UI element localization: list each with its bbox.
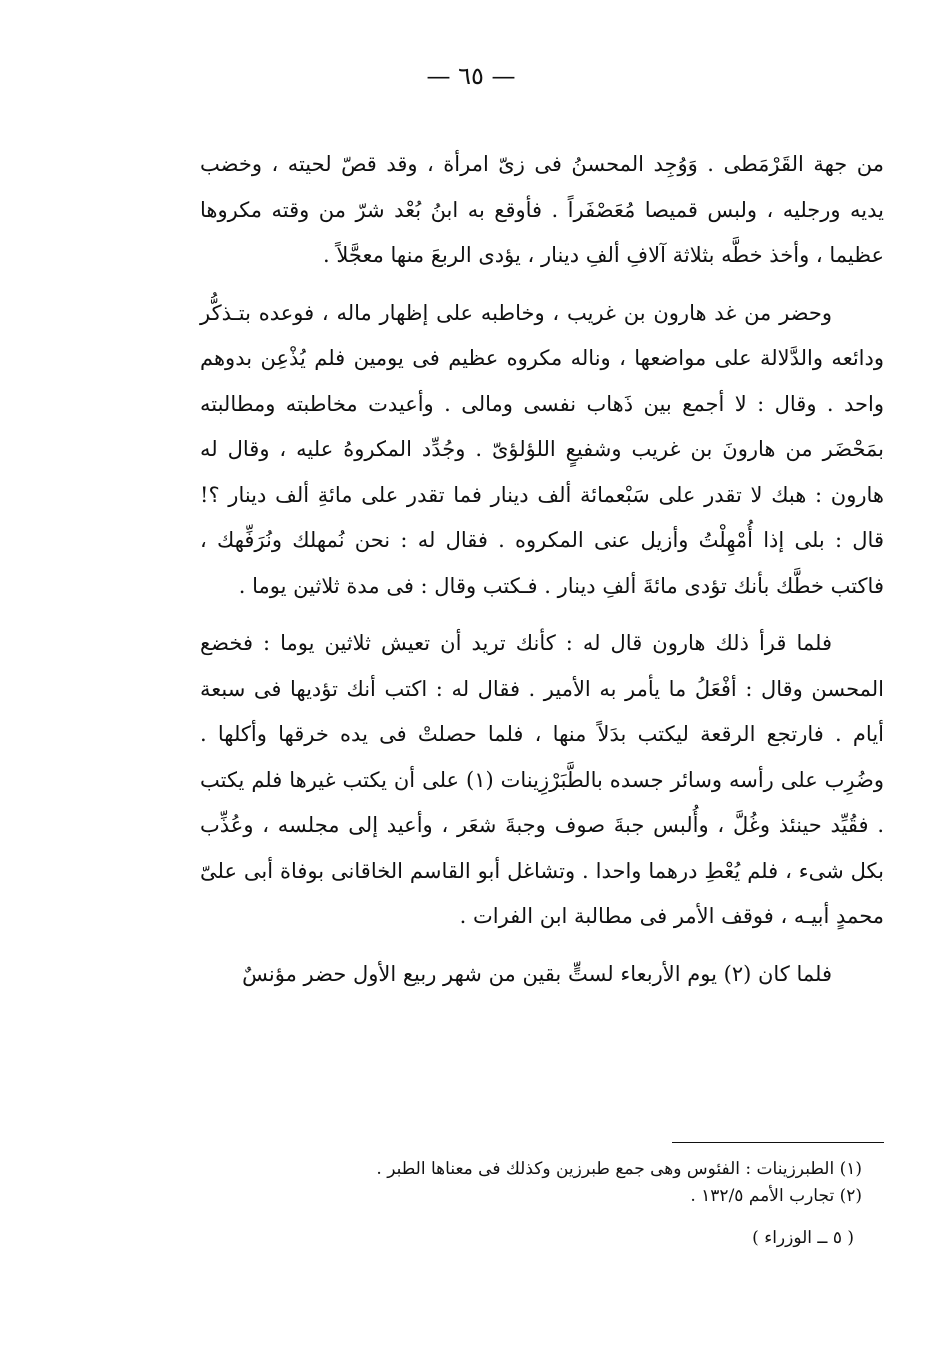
footnotes <box>200 1156 884 1210</box>
footnote: (١) الطبرزينات : الفئوس وهى جمع طبرزين وكذلك فى معناها الطبر . <box>376 1159 862 1179</box>
main-text <box>200 142 884 997</box>
paragraph: فلما قرأ ذلك هارون قال له : كأنك تريد أن تعيش ثلاثين يوما : فخضع المحسن وقال : أفْعَلُ ما يأمر به الأمير . فقال له : اكتب أنك تؤديها فى سبعة أيام . فارتجع الرقعة ليكتب بدَلاً منها ، فلما حصلتْ فى يده خرقها وأكلها . وضُرِب على رأسه وسائر جسده بالطَّبَرْزِينات (١) على أن يكتب غيرها فلم يكتب . فقُيِّد حينئذ وغُلَّ ، وأُلبس جبةَ صوف وجبةَ شعَر ، وأعيد إلى مجلسه ، وعُذِّب بكل شىء ، فلم يُعْطِ درهما واحدا . وتشاغل أبو القاسم الخاقانى بوفاة أبى علىّ محمدٍ أبيـه ، فوقف الأمر فى مطالبة ابن الفرات . <box>200 631 884 928</box>
footnote-divider <box>672 1142 884 1143</box>
paragraph: من جهة القَرْمَطى . وَوُجِد المحسنُ فى زىّ امرأة ، وقد قصّ لحيته ، وخضب يديه ورجليه ، ولبس قميصا مُعَصْفَراً . فأوقع به ابنُ بُعْد شرّ من وقته مكروها عظيما ، وأخذ خطَّه بثلاثة آلافِ ألفِ دينار ، يؤدى الربعَ منها معجَّلاً . <box>200 152 884 267</box>
footnote: (٢) تجارب الأمم ١٣٢/٥ . <box>690 1186 862 1206</box>
paragraph: وحضر من غد هارون بن غريب ، وخاطبه على إظهار ماله ، فوعده بتـذكُّر ودائعه والدَّلالة على مواضعها ، وناله مكروه عظيم فى يومين فلم يُذْعِن بدوهم واحد . وقال : لا أجمع بين ذَهاب نفسى ومالى . وأعيدت مخاطبته ومطالبته بمَحْضَر من هارونَ بن غريب وشفيعٍ اللؤلؤىّ . وجُدِّد المكروهُ عليه ، وقال له هارون : هبك لا تقدر على سَبْعمائة ألف دينار فما تقدر على مائةِ ألف دينار ؟! قال : بلى إذا أُمْهِلْتُ وأزيل عنى المكروه . فقال له : نحن نُمهلك ونُرَفِّهك ، فاكتب خطَّك بأنك تؤدى مائةَ ألفِ دينار . فـكتب وقال : فى مدة ثلاثين يوما . <box>200 300 884 598</box>
paragraph: فلما كان (٢) يوم الأربعاء لستٍّ بقين من شهر ربيع الأول حضر مؤنسٌ <box>242 961 832 986</box>
page-number: — ٦٥ — <box>426 62 516 90</box>
signature-mark: ( ٥ ــ الوزراء ) <box>752 1228 854 1248</box>
